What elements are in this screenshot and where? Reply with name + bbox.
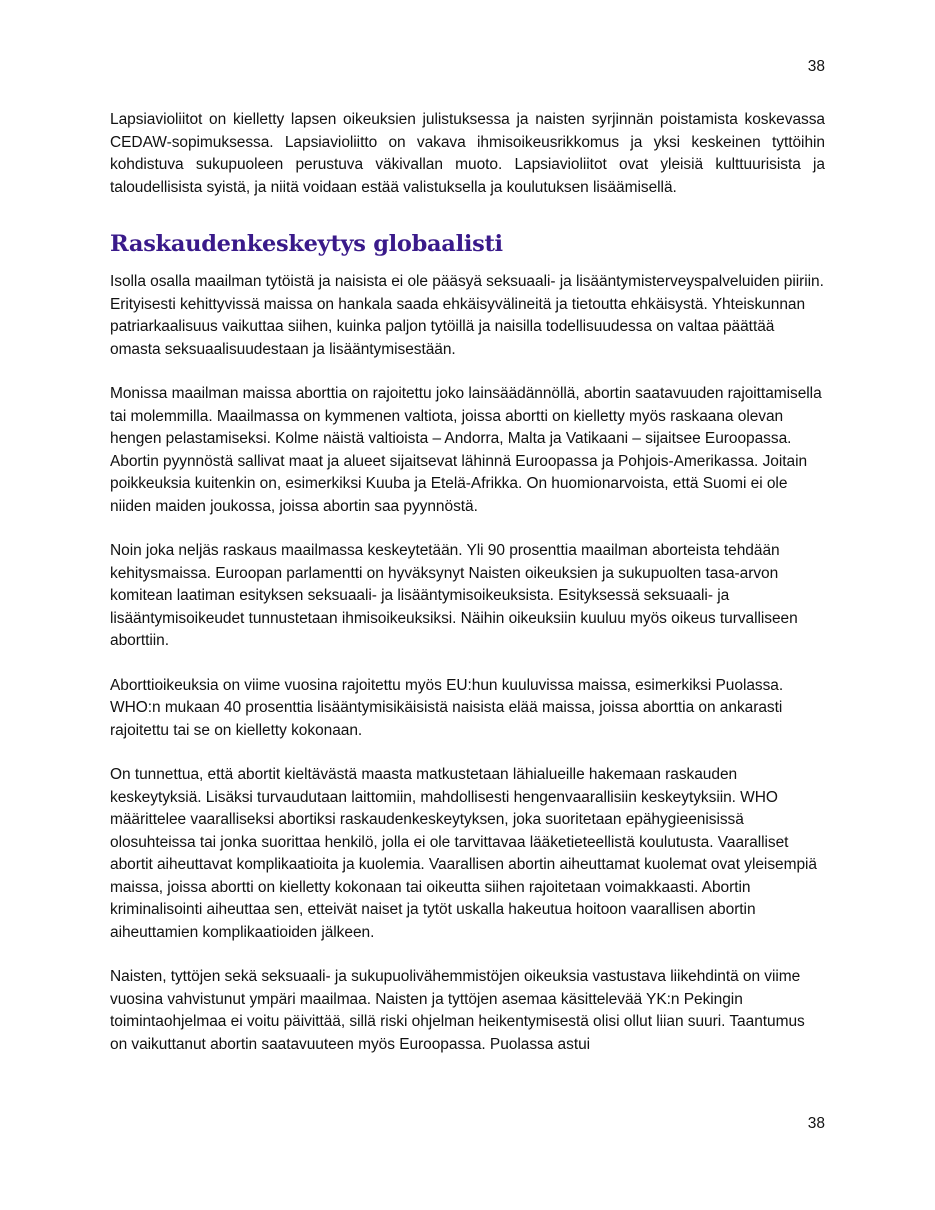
body-paragraph-3: Noin joka neljäs raskaus maailmassa keskeytetään. Yli 90 prosenttia maailman aborteista tehdään kehitysmaissa. Euroopan parlamentti on hyväksynyt Naisten oikeuksien ja sukupuolten tasa-arvon komitean laatiman esityksen seksuaali- ja lisääntymisoikeuksista. Esityksessä seksuaali- ja lisääntymisoikeudet tunnustetaan ihmisoikeuksiksi. Näihin oikeuksiin kuuluu myös oikeus turvalliseen aborttiin. xyxy=(110,542,798,649)
body-paragraph-5: On tunnettua, että abortit kieltävästä maasta matkustetaan lähialueille hakemaan raskauden keskeytyksiä. Lisäksi turvaudutaan laittomiin, mahdollisesti hengenvaarallisiin keskeytyksiin. WHO määrittelee vaaralliseksi abortiksi raskaudenkeskeytyksen, joka suoritetaan epähygieenisissä olosuhteissa tai jonka suorittaa henkilö, jolla ei ole tarvittavaa lääketieteellistä koulutusta. Vaaralliset abortit aiheuttavat komplikaatioita ja kuolemia. Vaarallisen abortin aiheuttamat kuolemat ovat yleisempiä maissa, joissa abortti on kielletty kokonaan tai oikeutta siihen rajoitetaan voimakkaasti. Abortin kriminalisointi aiheuttaa sen, etteivät naiset ja tytöt uskalla hakeutua hoitoon vaarallisen abortin aiheuttamien komplikaatioiden jälkeen. xyxy=(110,766,817,941)
intro-paragraph: Lapsiavioliitot on kielletty lapsen oikeuksien julistuksessa ja naisten syrjinnän poistamista koskevassa CEDAW-sopimuksessa. Lapsiavioliitto on vakava ihmisoikeusrikkomus ja yksi keskeinen tyttöihin kohdistuva sukupuoleen perustuva väkivallan muoto. Lapsiavioliitot ovat yleisiä kulttuurisista ja taloudellisista syistä, ja niitä voidaan estää valistuksella ja koulutuksen lisäämisellä. xyxy=(110,111,825,196)
page-content xyxy=(110,109,825,1056)
body-paragraph-6: Naisten, tyttöjen sekä seksuaali- ja sukupuolivähemmistöjen oikeuksia vastustava liikehdintä on viime vuosina vahvistunut ympäri maailmaa. Naisten ja tyttöjen asemaa käsittelevää YK:n Pekingin toimintaohjelmaa ei voitu päivittää, sillä riski ohjelman heikentymisestä olisi ollut liian suuri. Taantumus on vaikuttanut abortin saatavuuteen myös Euroopassa. Puolassa astui xyxy=(110,968,805,1053)
body-paragraph-2: Monissa maailman maissa aborttia on rajoitettu joko lainsäädännöllä, abortin saatavuuden rajoittamisella tai molemmilla. Maailmassa on kymmenen valtiota, joissa abortti on kielletty myös raskaana olevan hengen pelastamiseksi. Kolme näistä valtioista – Andorra, Malta ja Vatikaani – sijaitsee Euroopassa. Abortin pyynnöstä sallivat maat ja alueet sijaitsevat lähinnä Euroopassa ja Pohjois-Amerikassa. Joitain poikkeuksia kuitenkin on, esimerkiksi Kuuba ja Etelä-Afrikka. On huomionarvoista, että Suomi ei ole niiden maiden joukossa, joissa abortin saa pyynnöstä. xyxy=(110,385,822,515)
body-paragraph-4: Aborttioikeuksia on viime vuosina rajoitettu myös EU:hun kuuluvissa maissa, esimerkiksi Puolassa. WHO:n mukaan 40 prosenttia lisääntymisikäisistä naisista elää maissa, joissa aborttia on ankarasti rajoitettu tai se on kielletty kokonaan. xyxy=(110,676,784,739)
page-number-bottom: 38 xyxy=(807,1115,825,1132)
body-paragraph-1: Isolla osalla maailman tytöistä ja naisista ei ole pääsyä seksuaali- ja lisääntymisterveyspalveluiden piiriin. Erityisesti kehittyvissä maissa on hankala saada ehkäisyvälineitä ja tietoutta ehkäisystä. Yhteiskunnan patriarkaalisuus vaikuttaa siihen, kuinka paljon tytöillä ja naisilla todellisuudessa on valtaa päättää omasta seksuaalisuudestaan ja lisääntymisestään. xyxy=(110,273,824,358)
page-number-top: 38 xyxy=(807,58,825,75)
section-heading: Raskaudenkeskeytys globaalisti xyxy=(110,231,503,257)
